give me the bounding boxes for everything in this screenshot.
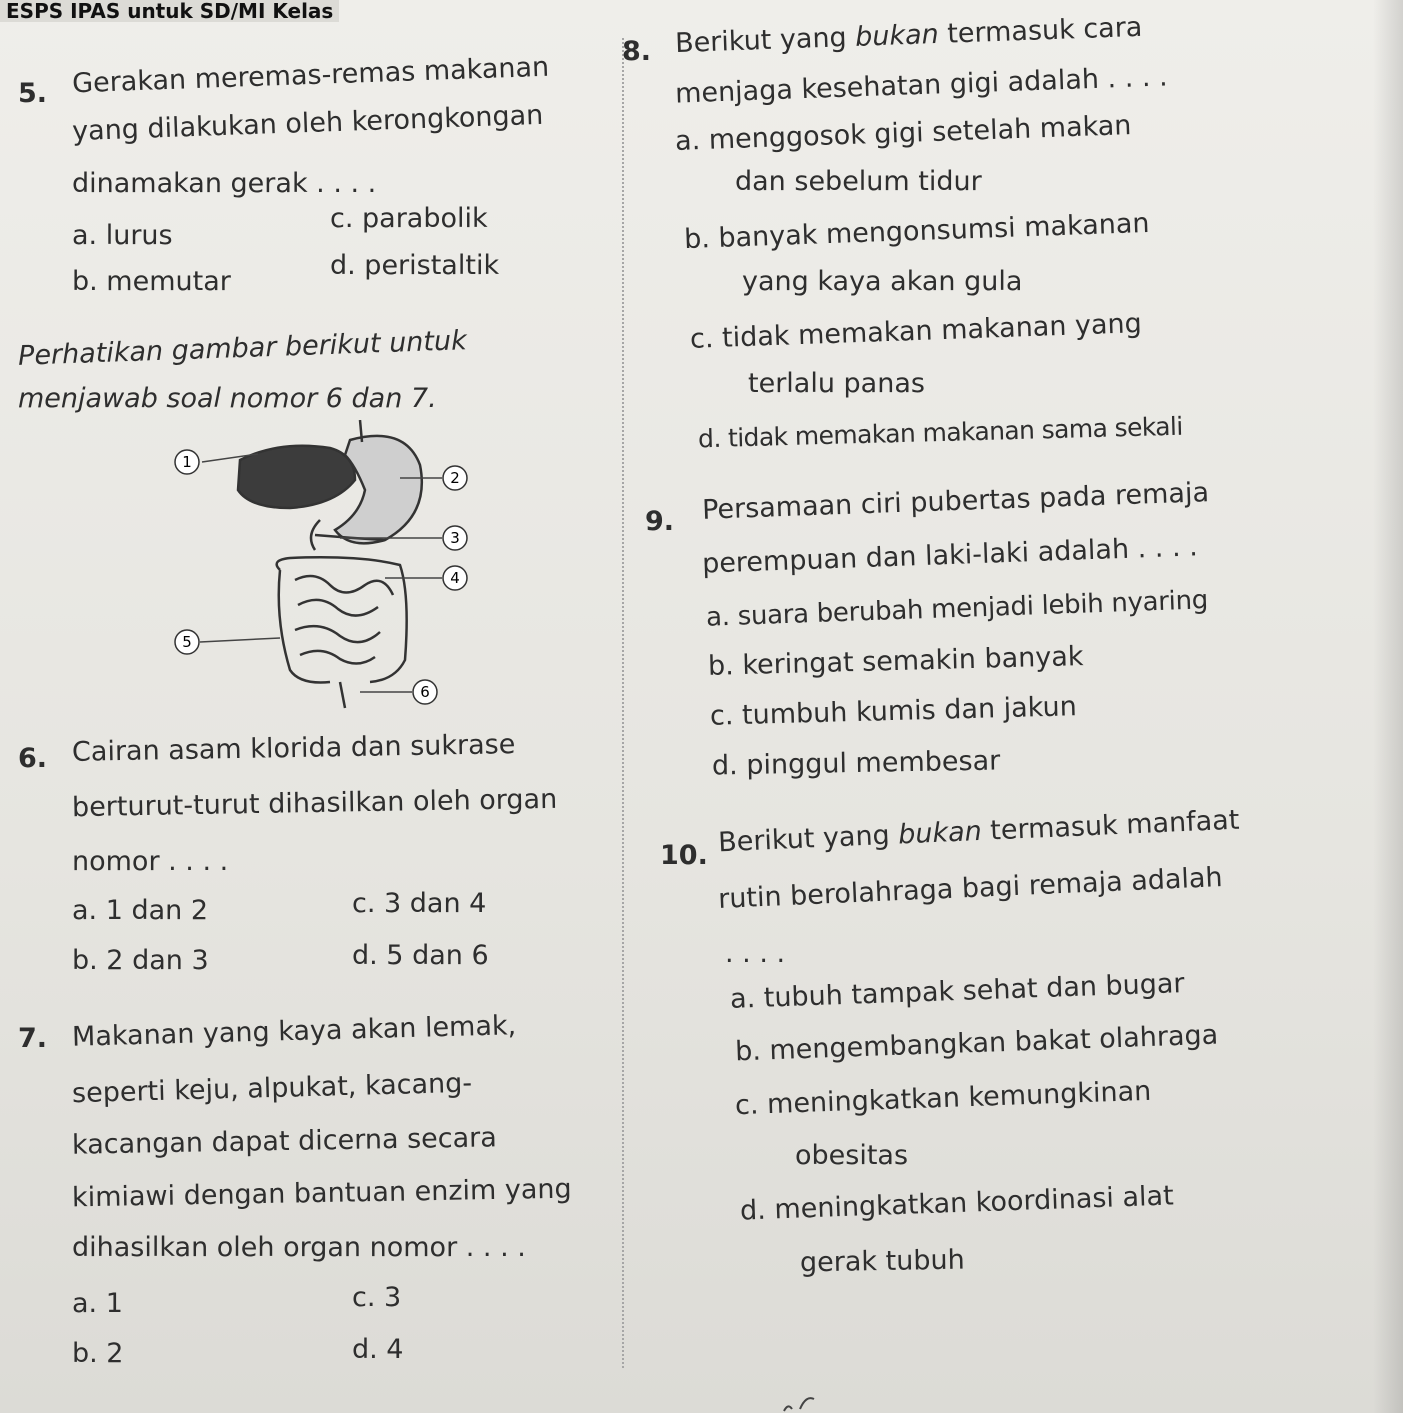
q9-line2: perempuan dan laki-laki adalah . . . .	[701, 531, 1199, 580]
q7-option-c: c. 3	[352, 1282, 402, 1313]
q10-option-b: b. mengembangkan bakat olahraga	[734, 1019, 1219, 1068]
diagram-label-6: 6	[420, 683, 430, 701]
q6-number: 6.	[18, 743, 48, 774]
q7-line4: kimiawi dengan bantuan enzim yang	[71, 1173, 572, 1214]
q9-option-d: d. pinggul membesar	[711, 745, 1001, 782]
q10-line1-pre: Berikut yang	[717, 819, 899, 859]
q7-number: 7.	[18, 1023, 48, 1054]
q10-option-d-line1: d. meningkatkan koordinasi alat	[739, 1180, 1175, 1227]
page-edge-shadow	[1373, 0, 1403, 1413]
q6-line2: berturut-turut dihasilkan oleh organ	[71, 783, 558, 824]
q8-line1-emphasis: bukan	[854, 18, 940, 53]
q10-line1-emphasis: bukan	[897, 815, 983, 851]
q10-line3: . . . .	[725, 938, 786, 969]
q6-option-a: a. 1 dan 2	[72, 895, 209, 926]
q10-line1	[717, 804, 1240, 859]
q5-number: 5.	[18, 78, 48, 109]
q8-line1-post: termasuk cara	[938, 11, 1143, 50]
q8-option-b-line1: b. banyak mengonsumsi makanan	[683, 207, 1150, 256]
q7-option-d: d. 4	[352, 1334, 404, 1365]
q10-option-c-line1: c. meningkatkan kemungkinan	[734, 1075, 1152, 1122]
q9-option-c: c. tumbuh kumis dan jakun	[709, 691, 1078, 732]
q7-line2: seperti keju, alpukat, kacang-	[71, 1067, 473, 1110]
instruction-line1: Perhatikan gambar berikut untuk	[17, 325, 468, 372]
q8-line2: menjaga kesehatan gigi adalah . . . .	[674, 61, 1169, 110]
q8-option-c-line1: c. tidak memakan makanan yang	[689, 308, 1143, 355]
q7-line5: dihasilkan oleh organ nomor . . . .	[72, 1232, 526, 1263]
q10-option-a: a. tubuh tampak sehat dan bugar	[729, 968, 1186, 1015]
q8-option-a-line1: a. menggosok gigi setelah makan	[674, 110, 1132, 157]
instruction-line2: menjawab soal nomor 6 dan 7.	[18, 383, 437, 414]
diagram-label-3: 3	[450, 529, 460, 547]
diagram-label-1: 1	[182, 453, 192, 471]
q8-option-c-line2: terlalu panas	[748, 368, 925, 399]
stomach-shape	[335, 436, 422, 543]
q8-line1	[674, 11, 1143, 60]
diagram-label-5: 5	[182, 633, 192, 651]
rectum-shape	[340, 682, 345, 708]
diagram-label-2: 2	[450, 469, 460, 487]
q7-line1: Makanan yang kaya akan lemak,	[71, 1010, 517, 1053]
q6-line1: Cairan asam klorida dan sukrase	[71, 729, 516, 768]
q5-option-a: a. lurus	[72, 220, 173, 251]
q5-option-c: c. parabolik	[330, 203, 488, 234]
q5-line1: Gerakan meremas-remas makanan	[71, 51, 550, 100]
q8-option-d: d. tidak memakan makanan sama sekali	[697, 411, 1183, 454]
q9-option-a: a. suara berubah menjadi lebih nyaring	[705, 585, 1209, 633]
q8-number: 8.	[622, 36, 652, 67]
q5-line2: yang dilakukan oleh kerongkongan	[71, 99, 544, 148]
pen-scribble-mark	[780, 1393, 820, 1413]
q9-option-b: b. keringat semakin banyak	[707, 641, 1084, 682]
q10-option-c-line2: obesitas	[795, 1140, 909, 1171]
q10-number: 10.	[660, 840, 708, 871]
q10-option-d-line2: gerak tubuh	[799, 1244, 965, 1279]
q5-option-d: d. peristaltik	[330, 250, 500, 281]
q8-option-a-line2: dan sebelum tidur	[735, 166, 982, 197]
q7-option-b: b. 2	[72, 1338, 124, 1369]
diagram-label-4: 4	[450, 569, 460, 587]
q8-option-b-line2: yang kaya akan gula	[742, 266, 1023, 297]
q6-option-b: b. 2 dan 3	[72, 945, 209, 976]
q6-option-c: c. 3 dan 4	[352, 888, 487, 919]
digestive-system-diagram	[130, 420, 490, 710]
q8-line1-pre: Berikut yang	[674, 21, 856, 60]
q6-line3: nomor . . . .	[72, 846, 229, 877]
q6-option-d: d. 5 dan 6	[352, 940, 489, 971]
q5-line3: dinamakan gerak . . . .	[72, 168, 377, 199]
q7-option-a: a. 1	[72, 1288, 123, 1319]
small-intestine-shape	[295, 576, 393, 664]
large-intestine-shape	[277, 557, 407, 682]
q9-line1: Persamaan ciri pubertas pada remaja	[701, 477, 1210, 526]
q10-line2: rutin berolahraga bagi remaja adalah	[717, 862, 1224, 915]
column-divider	[622, 38, 624, 1368]
q5-option-b: b. memutar	[72, 266, 231, 297]
q9-number: 9.	[645, 506, 675, 537]
page-header: ESPS IPAS untuk SD/MI Kelas	[0, 0, 339, 22]
q7-line3: kacangan dapat dicerna secara	[71, 1122, 498, 1161]
q10-line1-post: termasuk manfaat	[981, 804, 1240, 847]
